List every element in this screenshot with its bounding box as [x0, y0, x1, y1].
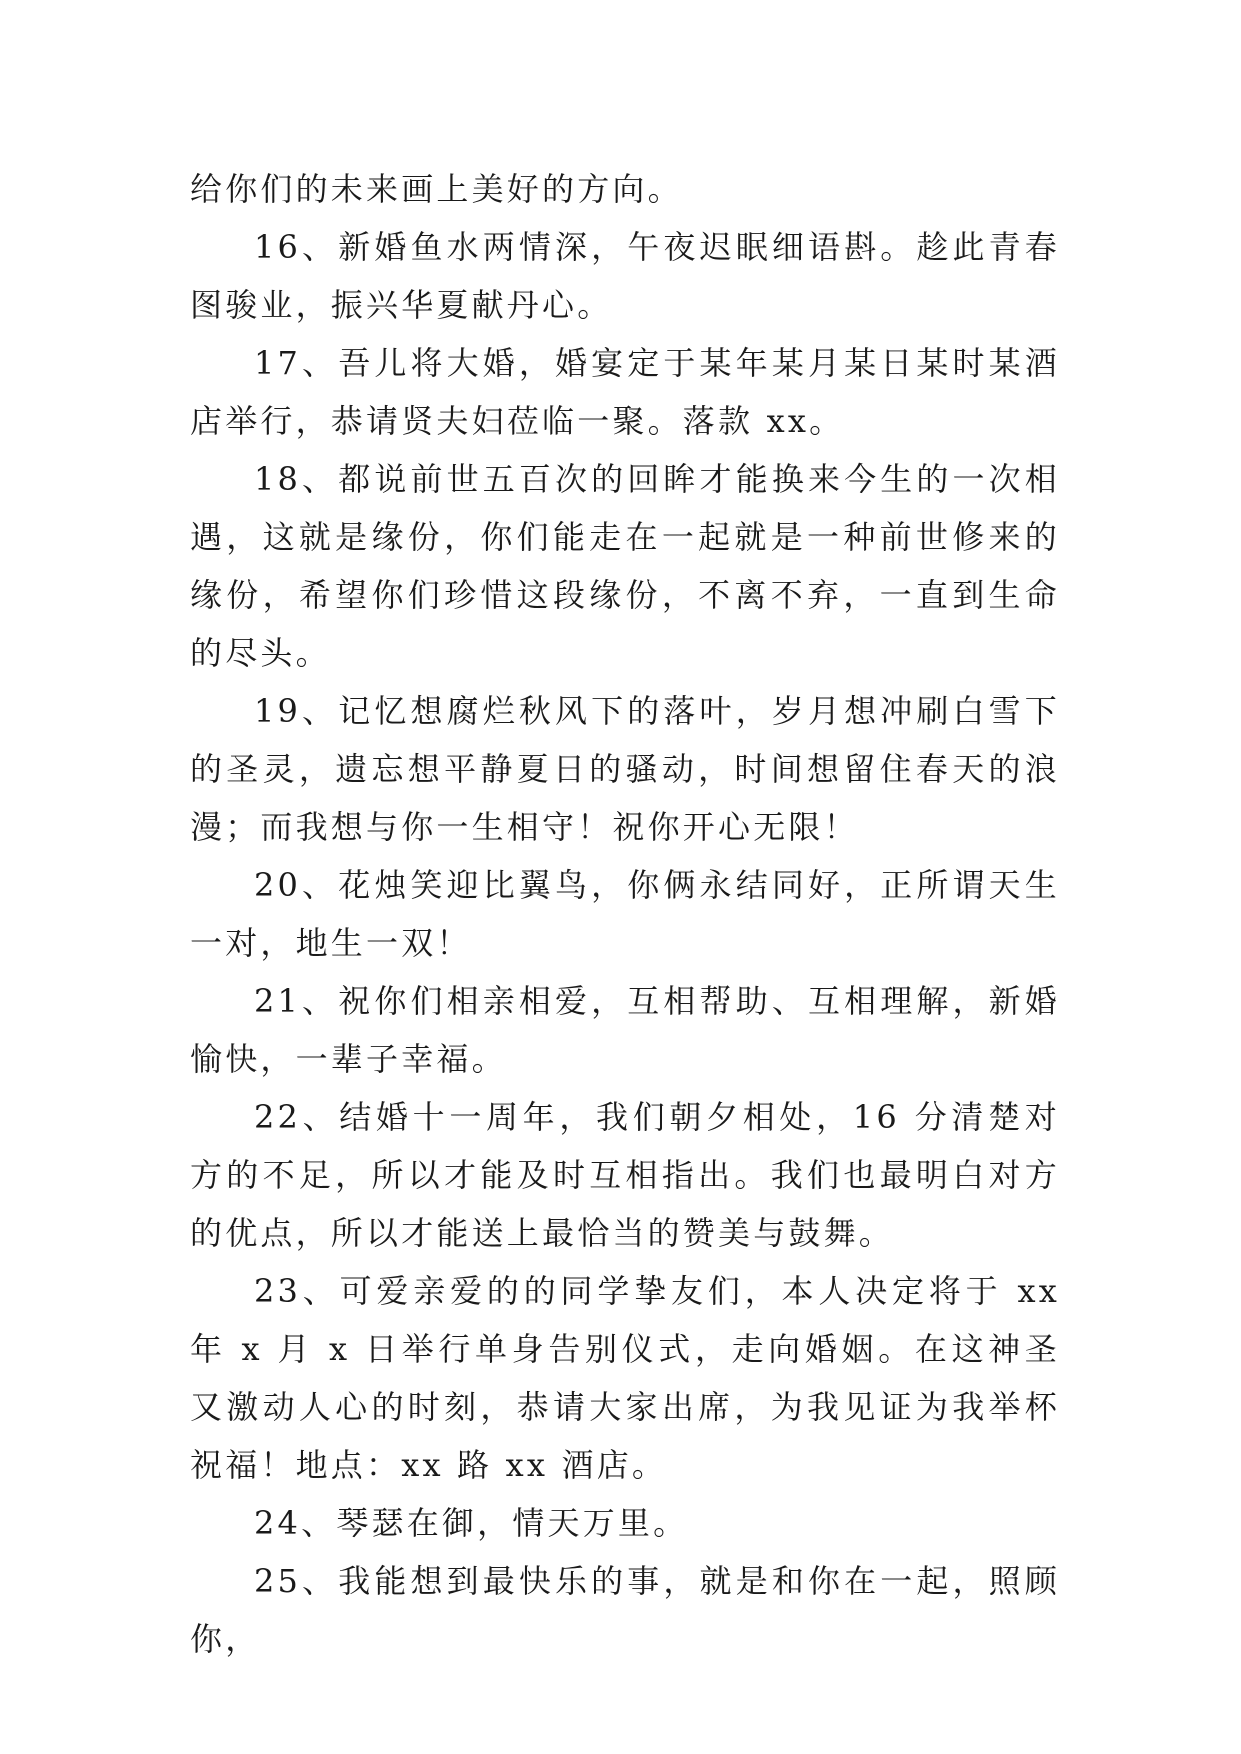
paragraph-20: 20、花烛笑迎比翼鸟，你俩永结同好，正所谓天生一对，地生一双！: [190, 866, 1060, 962]
paragraph-22: 22、结婚十一周年，我们朝夕相处，16 分清楚对方的不足，所以才能及时互相指出。我们也最明白对方的优点，所以才能送上最恰当的赞美与鼓舞。: [190, 1098, 1060, 1252]
paragraph-17: 17、吾儿将大婚，婚宴定于某年某月某日某时某酒店举行，恭请贤夫妇莅临一聚。落款 xx。: [190, 344, 1060, 440]
paragraph-18: 18、都说前世五百次的回眸才能换来今生的一次相遇，这就是缘份，你们能走在一起就是一种前世修来的缘份，希望你们珍惜这段缘份，不离不弃，一直到生命的尽头。: [190, 460, 1060, 672]
paragraph-25: 25、我能想到最快乐的事，就是和你在一起，照顾你，: [190, 1562, 1060, 1658]
paragraph-16: 16、新婚鱼水两情深，午夜迟眠细语斟。趁此青春图骏业，振兴华夏献丹心。: [190, 228, 1060, 324]
paragraph-19: 19、记忆想腐烂秋风下的落叶，岁月想冲刷白雪下的圣灵，遗忘想平静夏日的骚动，时间想留住春天的浪漫；而我想与你一生相守！祝你开心无限！: [190, 692, 1060, 846]
paragraph-24: 24、琴瑟在御，情天万里。: [254, 1504, 689, 1542]
paragraph-continuation: 给你们的未来画上美好的方向。: [190, 170, 683, 208]
paragraph-23: 23、可爱亲爱的的同学挚友们，本人决定将于 xx 年 x 月 x 日举行单身告别仪式，走向婚姻。在这神圣又激动人心的时刻，恭请大家出席，为我见证为我举杯祝福！地点：xx 路 xx 酒店。: [190, 1272, 1060, 1484]
document-body: [190, 160, 1060, 1668]
paragraph-21: 21、祝你们相亲相爱，互相帮助、互相理解，新婚愉快，一辈子幸福。: [190, 982, 1060, 1078]
